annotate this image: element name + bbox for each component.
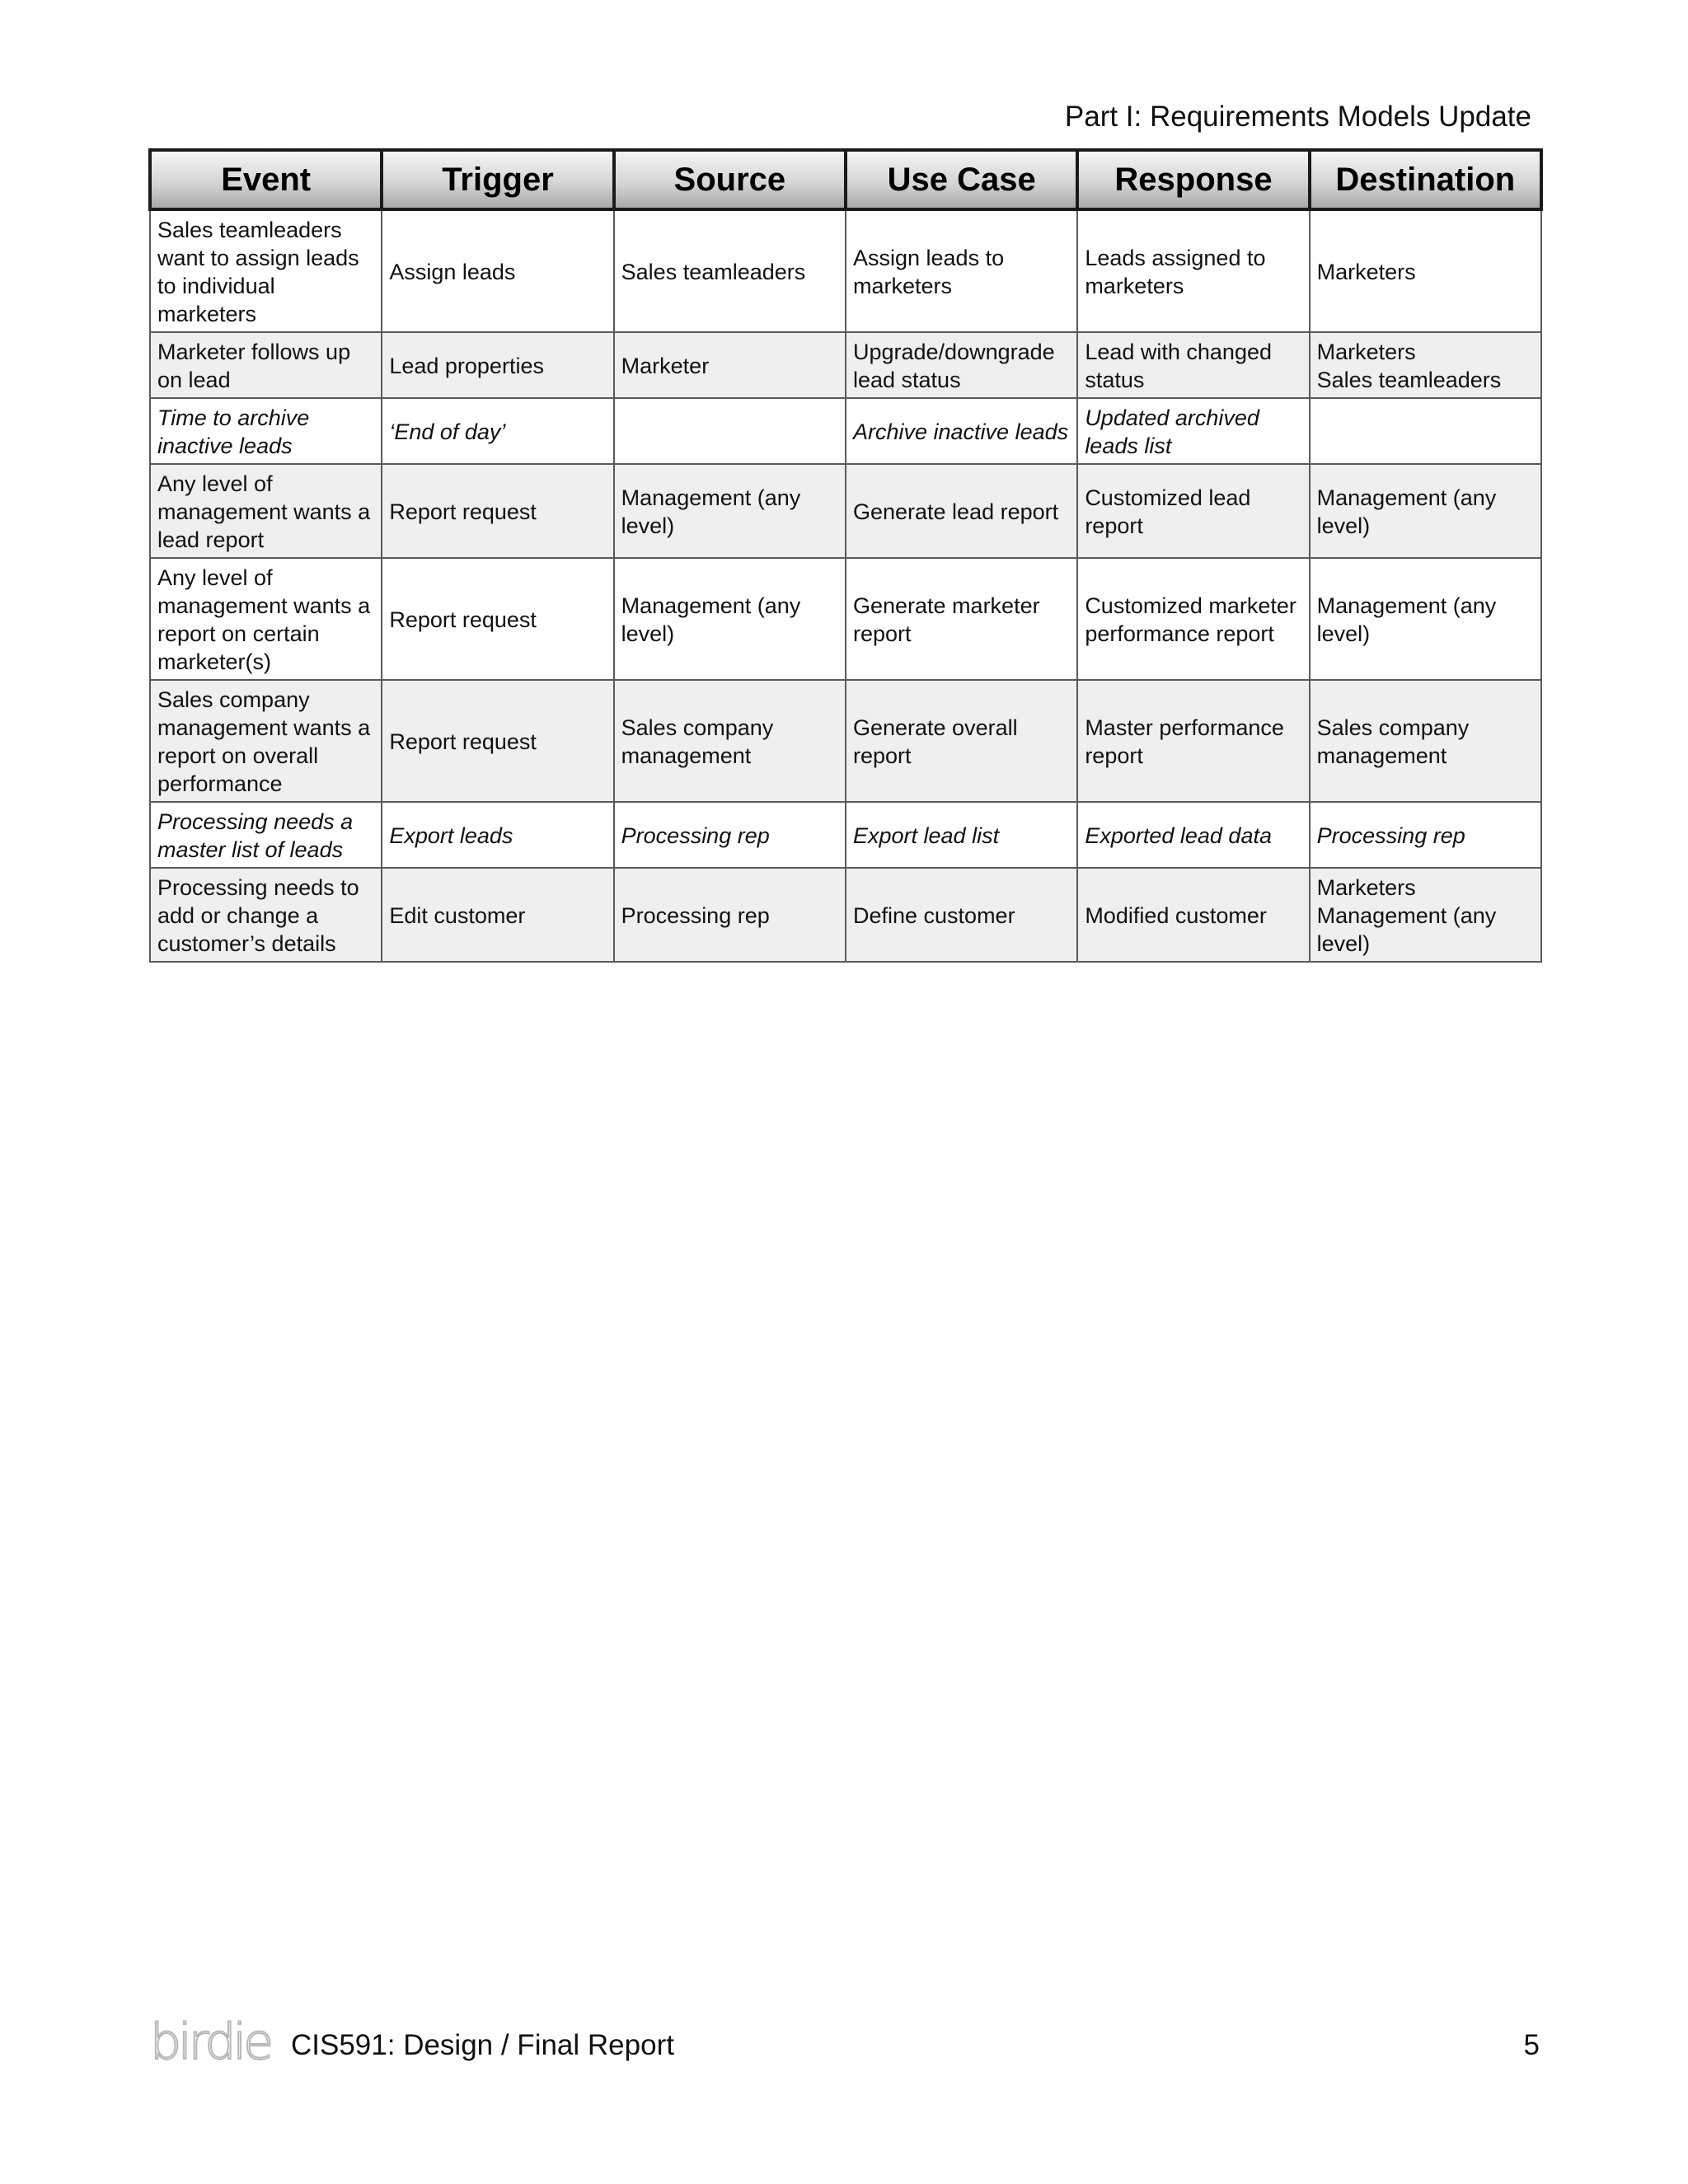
cell-text: Report request	[389, 729, 537, 754]
cell-text: ‘End of day’	[389, 419, 506, 444]
cell-text: Sales teamleaders	[621, 260, 806, 284]
cell-text: Processing rep	[621, 903, 770, 928]
cell-trigger	[382, 680, 613, 802]
cell-text: Report request	[389, 607, 537, 632]
column-header-destination: Destination	[1310, 150, 1541, 209]
cell-source	[614, 209, 846, 332]
table-body	[150, 209, 1541, 962]
cell-text: Define customer	[852, 903, 1015, 928]
table-row	[150, 680, 1541, 802]
cell-text: Marketers	[1316, 260, 1416, 284]
cell-trigger	[382, 558, 613, 680]
cell-text: Management (any level)	[1316, 593, 1497, 646]
cell-text: Assign leads to marketers	[852, 246, 1005, 298]
cell-text: Sales company management	[1316, 715, 1470, 768]
cell-response	[1077, 332, 1309, 398]
cell-text: Sales teamleaders want to assign leads to individual marketers	[157, 218, 359, 326]
cell-text: Processing rep	[621, 823, 770, 848]
cell-text: Sales company management wants a report on overall performance	[157, 687, 371, 796]
cell-destination	[1310, 802, 1541, 868]
cell-text: Edit customer	[389, 903, 526, 928]
cell-text: Generate lead report	[852, 499, 1059, 524]
cell-use-case	[846, 558, 1077, 680]
cell-response	[1077, 680, 1309, 802]
cell-text: Marketer follows up on lead	[157, 340, 351, 392]
cell-source	[614, 332, 846, 398]
page-number: 5	[1523, 2029, 1540, 2061]
cell-text: Sales company management	[621, 715, 774, 768]
cell-use-case	[846, 398, 1077, 464]
cell-text: Processing rep	[1316, 823, 1465, 848]
table-header-row	[150, 150, 1541, 209]
cell-event	[150, 209, 382, 332]
cell-source	[614, 464, 846, 558]
cell-event	[150, 558, 382, 680]
cell-text: Assign leads	[389, 260, 516, 284]
cell-text: Archive inactive leads	[852, 419, 1069, 444]
table-row	[150, 558, 1541, 680]
cell-text: Modified customer	[1085, 903, 1267, 928]
cell-response	[1077, 868, 1309, 962]
cell-source	[614, 680, 846, 802]
cell-use-case	[846, 868, 1077, 962]
cell-text: Any level of management wants a lead report	[157, 471, 371, 552]
column-header-use-case: Use Case	[846, 150, 1077, 209]
cell-destination	[1310, 464, 1541, 558]
cell-text: Lead with changed status	[1085, 340, 1272, 392]
cell-event	[150, 464, 382, 558]
cell-event	[150, 868, 382, 962]
page-footer	[148, 2011, 1540, 2077]
cell-destination	[1310, 398, 1541, 464]
cell-text: Time to archive inactive leads	[157, 405, 310, 458]
table-row	[150, 398, 1541, 464]
cell-destination	[1310, 680, 1541, 802]
cell-response	[1077, 558, 1309, 680]
cell-text: Generate overall report	[852, 715, 1018, 768]
cell-trigger	[382, 398, 613, 464]
cell-source	[614, 558, 846, 680]
cell-source	[614, 802, 846, 868]
cell-destination	[1310, 868, 1541, 962]
cell-response	[1077, 398, 1309, 464]
cell-trigger	[382, 868, 613, 962]
cell-text: Management (any level)	[1316, 485, 1497, 538]
cell-text: Exported lead data	[1085, 823, 1272, 848]
cell-text: Customized lead report	[1085, 485, 1251, 538]
cell-text: Export lead list	[852, 823, 1000, 848]
table-row	[150, 802, 1541, 868]
cell-trigger	[382, 464, 613, 558]
cell-trigger	[382, 332, 613, 398]
table-row	[150, 332, 1541, 398]
cell-text: Customized marketer performance report	[1085, 593, 1296, 646]
cell-text: Marketers	[1316, 340, 1416, 364]
cell-event	[150, 802, 382, 868]
cell-response	[1077, 464, 1309, 558]
cell-response	[1077, 802, 1309, 868]
footer-title: CIS591: Design / Final Report	[291, 2029, 674, 2061]
cell-text: Management (any level)	[1316, 903, 1497, 956]
cell-source	[614, 868, 846, 962]
cell-trigger	[382, 802, 613, 868]
page-header: Part I: Requirements Models Update	[1064, 101, 1531, 133]
cell-destination	[1310, 332, 1541, 398]
birdie-logo	[148, 2011, 272, 2069]
cell-source	[614, 398, 846, 464]
cell-text: Management (any level)	[621, 485, 801, 538]
column-header-response: Response	[1077, 150, 1309, 209]
cell-text: Master performance report	[1085, 715, 1284, 768]
column-header-trigger: Trigger	[382, 150, 613, 209]
cell-text: Marketer	[621, 354, 710, 378]
cell-text: Generate marketer report	[852, 593, 1040, 646]
cell-use-case	[846, 332, 1077, 398]
cell-use-case	[846, 464, 1077, 558]
cell-event	[150, 680, 382, 802]
cell-use-case	[846, 680, 1077, 802]
cell-destination	[1310, 558, 1541, 680]
cell-text: Export leads	[389, 823, 513, 848]
cell-text: Management (any level)	[621, 593, 801, 646]
table-row	[150, 209, 1541, 332]
cell-text: Updated archived leads list	[1085, 405, 1259, 458]
cell-destination	[1310, 209, 1541, 332]
cell-use-case	[846, 209, 1077, 332]
cell-event	[150, 332, 382, 398]
cell-text: Processing needs to add or change a customer’s details	[157, 875, 359, 956]
column-header-source: Source	[614, 150, 846, 209]
cell-text: Sales teamleaders	[1316, 368, 1502, 392]
cell-text: Upgrade/downgrade lead status	[852, 340, 1055, 392]
table-row	[150, 868, 1541, 962]
cell-text: Leads assigned to marketers	[1085, 246, 1266, 298]
cell-text: Any level of management wants a report on certain marketer(s)	[157, 565, 371, 674]
cell-response	[1077, 209, 1309, 332]
cell-event	[150, 398, 382, 464]
column-header-event: Event	[150, 150, 382, 209]
event-table	[148, 148, 1543, 963]
cell-text: Lead properties	[389, 354, 544, 378]
cell-trigger	[382, 209, 613, 332]
table-row	[150, 464, 1541, 558]
cell-text: Marketers	[1316, 875, 1416, 900]
cell-use-case	[846, 802, 1077, 868]
logo-wordmark: birdie	[150, 2013, 271, 2069]
cell-text: Processing needs a master list of leads	[157, 809, 354, 862]
cell-text: Report request	[389, 499, 537, 524]
